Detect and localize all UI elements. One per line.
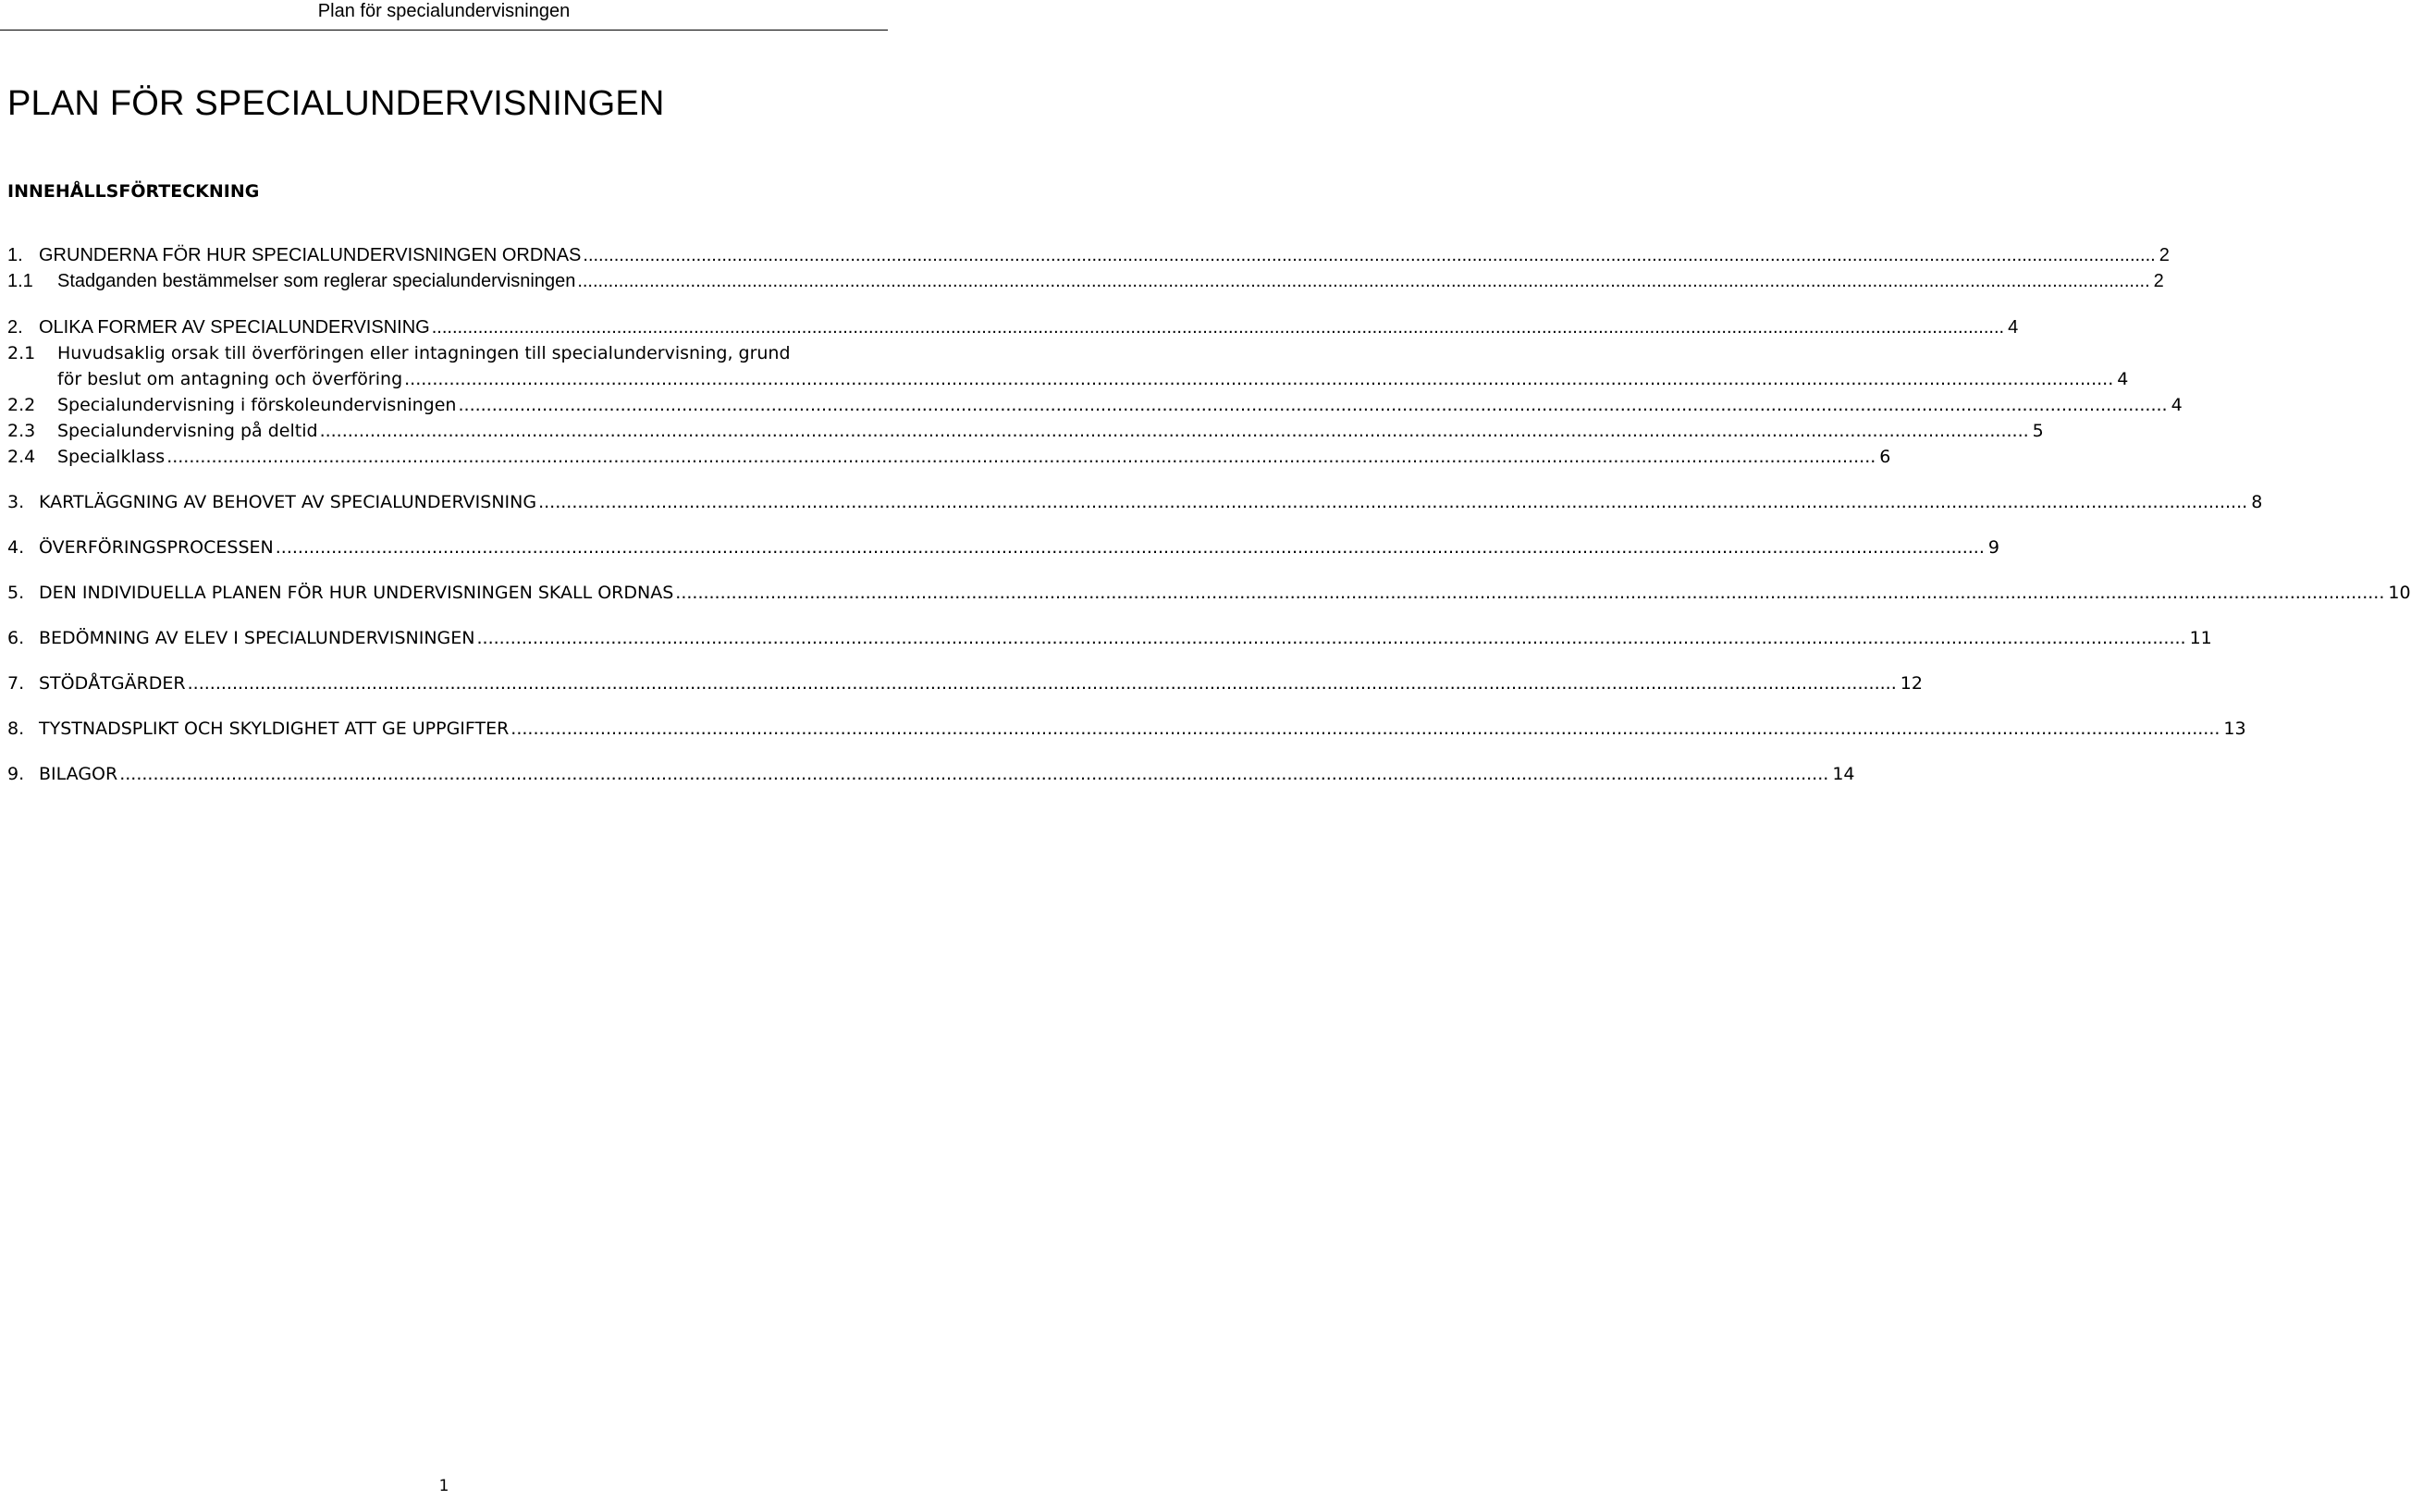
toc-entry-page: 5	[2032, 421, 2044, 441]
toc-dot-leader	[510, 716, 2220, 742]
toc-entry-text: Specialundervisning i förskoleundervisningen	[57, 395, 457, 415]
toc-entry-text: STÖDÅTGÄRDER	[39, 673, 186, 694]
toc-entry-page: 11	[2189, 628, 2212, 648]
toc-entry-number: 2.	[7, 317, 23, 338]
toc-entry-number: 2.4	[7, 447, 36, 467]
toc-entry-text: ÖVERFÖRINGSPROCESSEN	[39, 537, 274, 558]
toc-entry-7[interactable]	[7, 670, 1923, 696]
page-footer	[0, 1476, 888, 1496]
toc-entry-page: 2	[2159, 245, 2170, 265]
toc-dot-leader	[320, 418, 2029, 444]
toc-entry-2-4[interactable]	[7, 444, 1891, 470]
toc-entry-number: 2.1	[7, 343, 36, 363]
toc-entry-number: 3.	[7, 492, 25, 512]
toc-entry-text: DEN INDIVIDUELLA PLANEN FÖR HUR UNDERVISNINGEN SKALL ORDNAS	[39, 583, 674, 603]
toc-entry-2-2[interactable]	[7, 392, 2183, 418]
toc-dot-leader	[404, 366, 2113, 392]
toc-dot-leader	[577, 268, 2149, 294]
toc-entry-6[interactable]	[7, 625, 2212, 651]
toc-entry-1-1[interactable]	[7, 268, 2164, 294]
toc-entry-text-line1: Huvudsaklig orsak till överföringen eller intagningen till specialundervisning, grund	[57, 343, 791, 363]
toc-entry-text: TYSTNADSPLIKT OCH SKYLDIGHET ATT GE UPPGIFTER	[39, 719, 510, 739]
toc-dot-leader	[538, 489, 2247, 515]
toc-entry-page: 6	[1879, 447, 1891, 467]
toc-entry-page: 4	[2171, 395, 2183, 415]
toc-dot-leader	[119, 761, 1828, 787]
toc-entry-5[interactable]	[7, 580, 2411, 606]
toc-dot-leader	[458, 392, 2167, 418]
toc-entry-text: Stadganden bestämmelser som reglerar specialundervisningen	[57, 271, 576, 291]
toc-entry-text: BILAGOR	[39, 764, 118, 784]
toc-entry-page: 10	[2388, 583, 2411, 603]
toc-entry-number: 5.	[7, 583, 25, 603]
toc-entry-text: Specialundervisning på deltid	[57, 421, 318, 441]
toc-entry-number: 2.2	[7, 395, 36, 415]
toc-entry-text: BEDÖMNING AV ELEV I SPECIALUNDERVISNINGEN	[39, 628, 475, 648]
toc-dot-leader	[166, 444, 1876, 470]
toc-entry-number: 7.	[7, 673, 25, 694]
toc-entry-page: 4	[2117, 369, 2129, 389]
toc-entry-page: 4	[2008, 317, 2019, 338]
toc-entry-number: 1.	[7, 245, 23, 265]
toc-entry-8[interactable]	[7, 716, 2246, 742]
document-title: PLAN FÖR SPECIALUNDERVISNINGEN	[7, 84, 665, 123]
page-header	[0, 0, 888, 31]
toc-entry-1[interactable]	[7, 242, 2170, 268]
toc-entry-number: 8.	[7, 719, 25, 739]
toc-dot-leader	[276, 535, 1985, 560]
toc-dot-leader	[675, 580, 2384, 606]
toc-entry-text-line2: för beslut om antagning och överföring	[57, 369, 403, 389]
toc-entry-9[interactable]	[7, 761, 1855, 787]
toc-entry-text: OLIKA FORMER AV SPECIALUNDERVISNING	[39, 317, 430, 338]
toc-entry-number: 4.	[7, 537, 25, 558]
toc-entry-page: 14	[1832, 764, 1855, 784]
toc-entry-3[interactable]	[7, 489, 2263, 515]
toc-entry-page: 12	[1900, 673, 1923, 694]
toc-dot-leader	[188, 670, 1897, 696]
toc-entry-number: 1.1	[7, 271, 33, 291]
toc-entry-2-1[interactable]	[7, 340, 2129, 392]
toc-entry-text: GRUNDERNA FÖR HUR SPECIALUNDERVISNINGEN ORDNAS	[39, 245, 582, 265]
toc-entry-page: 8	[2251, 492, 2263, 512]
toc-dot-leader	[583, 242, 2155, 268]
header-title: Plan för specialundervisningen	[317, 1, 571, 21]
toc-entry-4[interactable]	[7, 535, 1999, 560]
toc-entry-number: 2.3	[7, 421, 36, 441]
toc-entry-number: 9.	[7, 764, 25, 784]
toc-entry-2-3[interactable]	[7, 418, 2044, 444]
toc-dot-leader	[432, 314, 2004, 340]
toc-entry-page: 2	[2153, 271, 2164, 291]
toc-entry-text: Specialklass	[57, 447, 166, 467]
toc-entry-page: 9	[1987, 537, 1999, 558]
toc-entry-text: KARTLÄGGNING AV BEHOVET AV SPECIALUNDERVISNING	[39, 492, 537, 512]
page-number: 1	[438, 1477, 449, 1495]
toc-dot-leader	[476, 625, 2185, 651]
toc-heading: INNEHÅLLSFÖRTECKNING	[7, 181, 260, 202]
toc-entry-2[interactable]	[7, 314, 2019, 340]
toc-entry-number: 6.	[7, 628, 25, 648]
toc-entry-page: 13	[2223, 719, 2246, 739]
